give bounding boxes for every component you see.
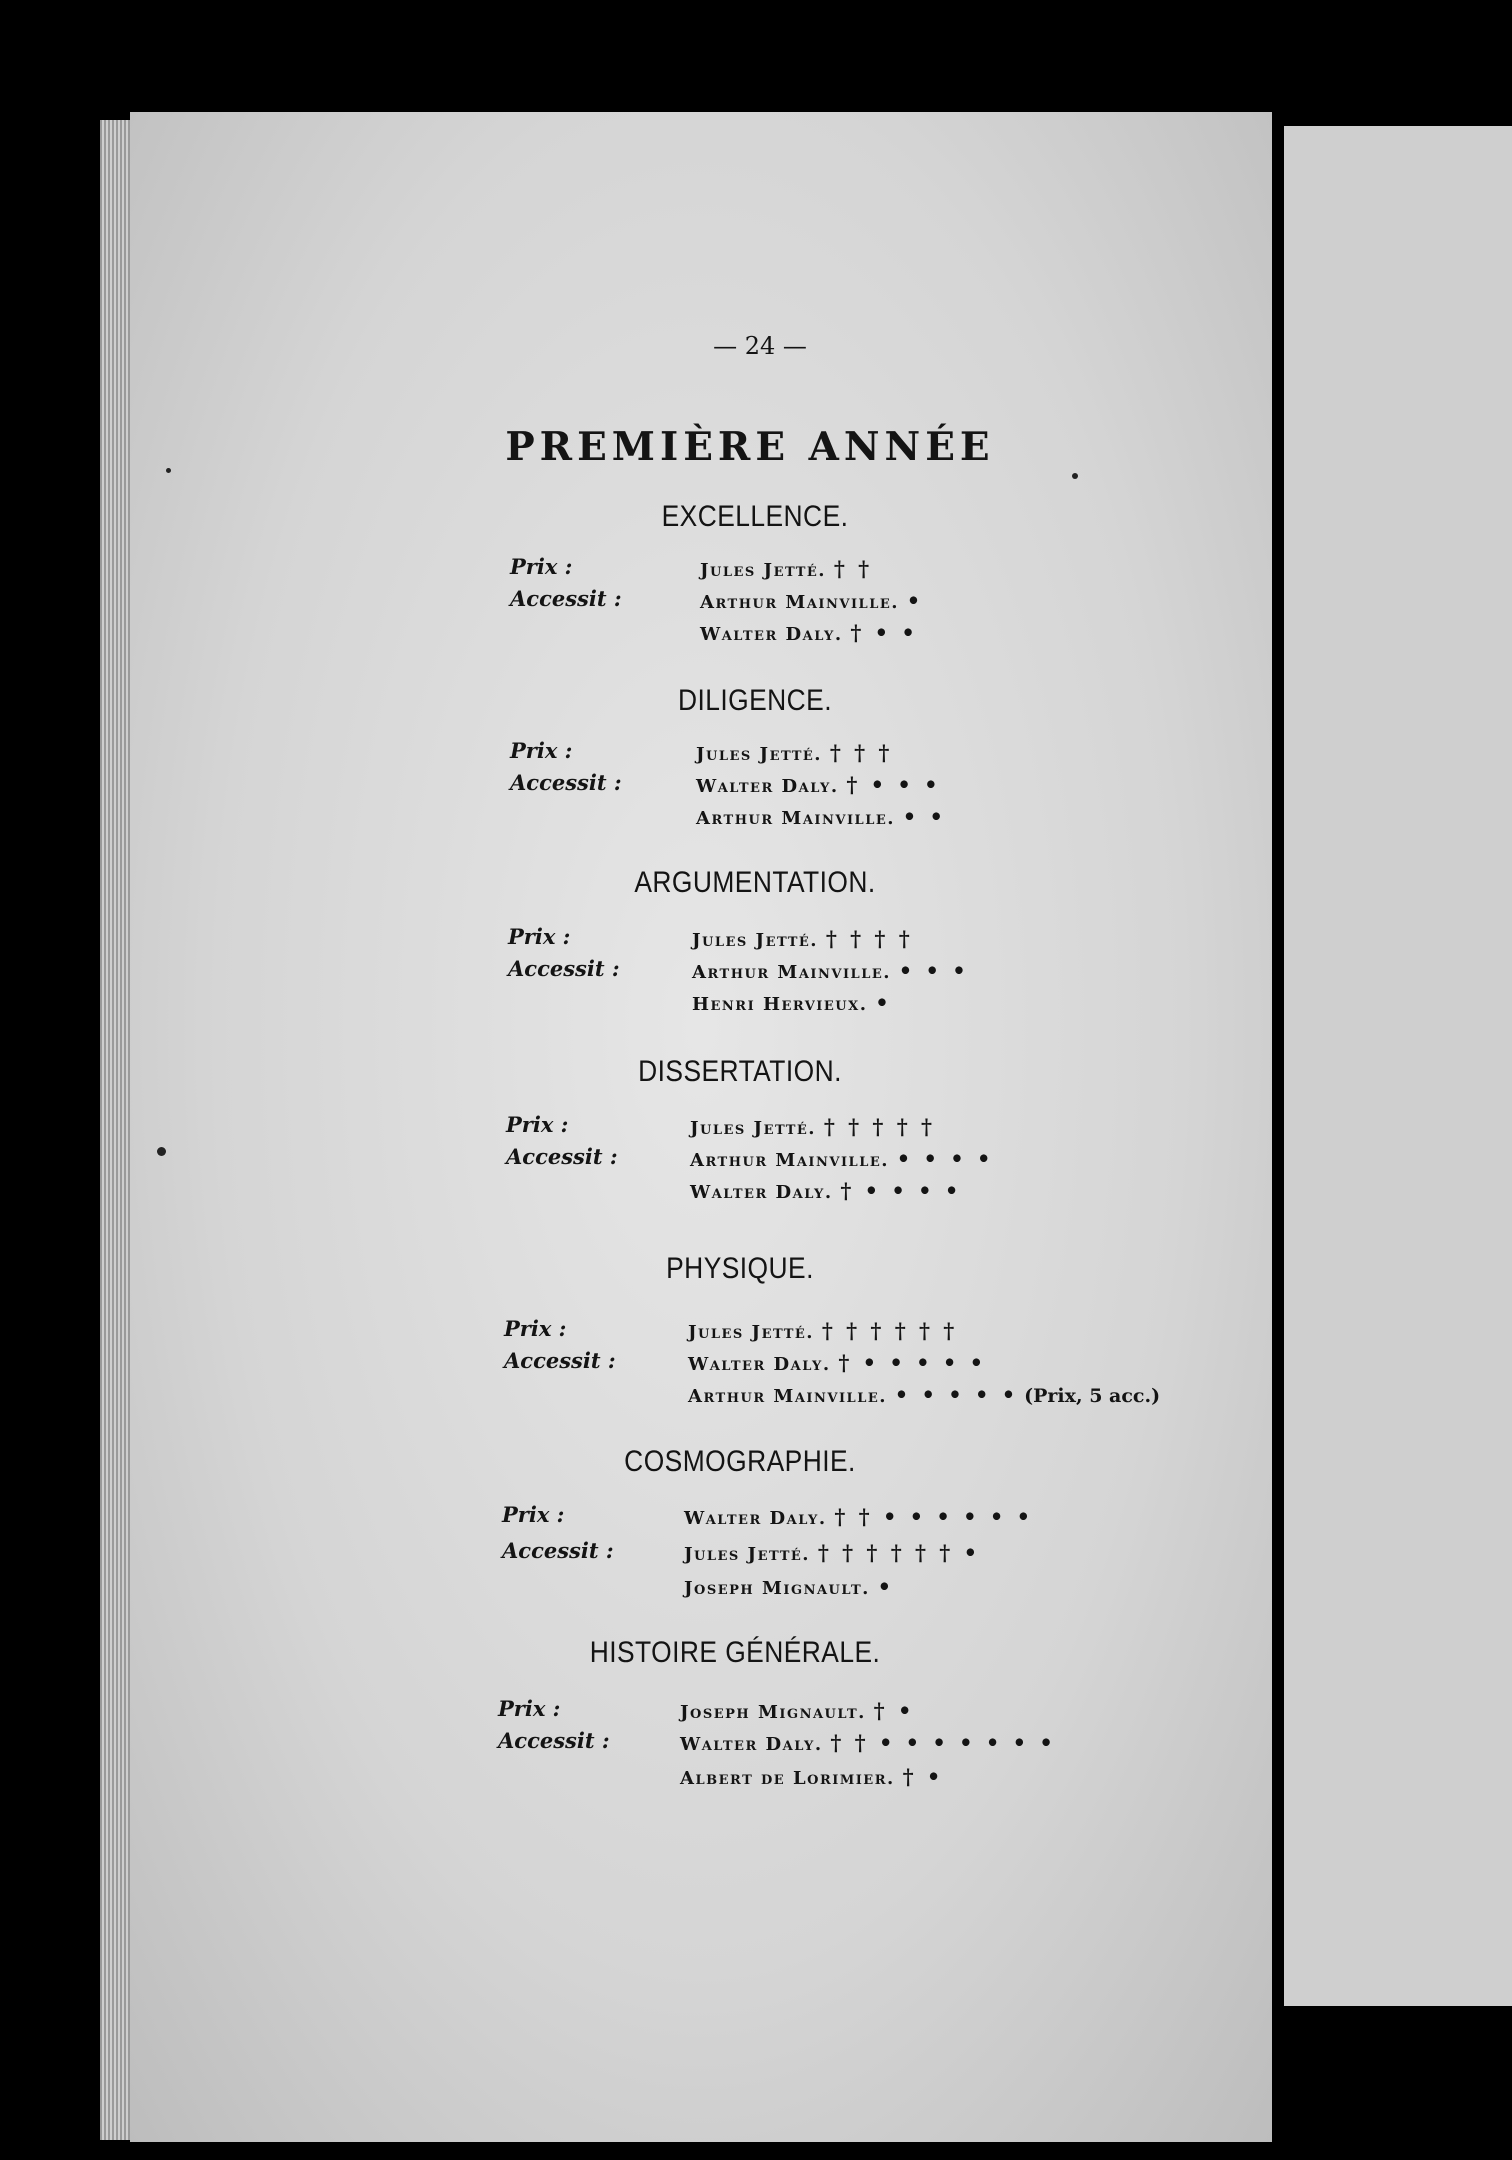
student-name: Arthur Mainville. <box>696 808 903 829</box>
winner-entry <box>692 926 913 951</box>
student-name: Jules Jetté. <box>692 930 826 951</box>
award-marks: † • • <box>850 620 918 645</box>
prize-label: Prix : <box>498 1696 561 1721</box>
student-name: Jules Jetté. <box>688 1322 822 1343</box>
winner-entry <box>688 1350 986 1375</box>
student-name: Albert de Lorimier. <box>680 1768 903 1789</box>
award-note: (Prix, 5 acc.) <box>1024 1385 1161 1407</box>
winner-entry <box>700 620 918 645</box>
award-marks: • <box>906 588 924 613</box>
winner-entry <box>690 1114 935 1139</box>
award-marks: † † † † <box>825 926 913 951</box>
winner-entry <box>700 556 872 581</box>
section-title: ARGUMENTATION. <box>634 866 876 899</box>
award-marks: • <box>875 990 892 1015</box>
page-title: PREMIÈRE ANNÉE <box>505 424 995 470</box>
award-marks: † † <box>833 556 873 581</box>
student-name: Arthur Mainville. <box>690 1150 897 1171</box>
accessit-label: Accessit : <box>508 956 620 981</box>
award-marks: † • • • <box>846 772 941 797</box>
winner-entry <box>684 1574 894 1599</box>
award-marks: • • • • • <box>894 1382 1019 1407</box>
prize-label: Prix : <box>508 924 571 949</box>
winner-entry <box>684 1504 1033 1529</box>
award-marks: † † † † † † <box>821 1318 958 1343</box>
student-name: Arthur Mainville. <box>688 1386 895 1407</box>
winner-entry <box>680 1730 1056 1755</box>
award-marks: • <box>877 1574 895 1599</box>
winner-entry <box>696 740 892 765</box>
award-marks: † • <box>902 1764 944 1789</box>
winner-entry <box>692 958 969 983</box>
accessit-label: Accessit : <box>506 1144 618 1169</box>
student-name: Walter Daly. <box>680 1734 831 1755</box>
student-name: Walter Daly. <box>696 776 847 797</box>
award-marks: • • • <box>898 958 969 983</box>
winner-entry <box>680 1698 914 1723</box>
winner-entry <box>692 990 892 1015</box>
facing-page <box>1284 126 1512 2006</box>
accessit-label: Accessit : <box>510 586 622 611</box>
accessit-label: Accessit : <box>502 1538 614 1563</box>
award-marks: † • • • • • <box>838 1350 987 1375</box>
winner-entry <box>680 1764 943 1789</box>
student-name: Joseph Mignault. <box>684 1578 878 1599</box>
winner-entry <box>684 1540 980 1565</box>
student-name: Jules Jetté. <box>684 1544 818 1565</box>
student-name: Jules Jetté. <box>700 560 834 581</box>
prize-label: Prix : <box>502 1502 565 1527</box>
winner-entry <box>700 588 923 613</box>
student-name: Joseph Mignault. <box>680 1702 874 1723</box>
prize-label: Prix : <box>510 554 573 579</box>
winner-entry <box>690 1178 961 1203</box>
winner-entry <box>688 1382 1160 1407</box>
winner-entry <box>690 1146 993 1171</box>
prize-label: Prix : <box>506 1112 569 1137</box>
student-name: Walter Daly. <box>690 1182 841 1203</box>
student-name: Arthur Mainville. <box>700 592 907 613</box>
section-title: COSMOGRAPHIE. <box>624 1445 856 1478</box>
section-title: PHYSIQUE. <box>666 1252 814 1285</box>
student-name: Walter Daly. <box>688 1354 839 1375</box>
ink-speck <box>166 468 171 473</box>
award-marks: † † • • • • • • <box>834 1504 1034 1529</box>
winner-entry <box>688 1318 957 1343</box>
section-title: DILIGENCE. <box>677 684 833 717</box>
ink-speck <box>157 1147 166 1156</box>
award-marks: † † † † † <box>823 1114 935 1139</box>
ink-speck <box>1072 473 1078 479</box>
student-name: Walter Daly. <box>700 624 851 645</box>
section-title: DISSERTATION. <box>638 1055 842 1088</box>
student-name: Henri Hervieux. <box>692 994 876 1015</box>
winner-entry <box>696 772 941 797</box>
prize-label: Prix : <box>504 1316 567 1341</box>
section-title: EXCELLENCE. <box>661 500 849 533</box>
section-title: HISTOIRE GÉNÉRALE. <box>589 1636 881 1669</box>
prize-label: Prix : <box>510 738 573 763</box>
award-marks: • • <box>902 804 946 829</box>
student-name: Walter Daly. <box>684 1508 835 1529</box>
student-name: Arthur Mainville. <box>692 962 899 983</box>
award-marks: † † • • • • • • • <box>830 1730 1056 1755</box>
winner-entry <box>696 804 946 829</box>
page-gutter <box>1272 112 1284 2160</box>
accessit-label: Accessit : <box>510 770 622 795</box>
award-marks: † • <box>873 1698 915 1723</box>
student-name: Jules Jetté. <box>696 744 830 765</box>
award-marks: † † † <box>829 740 893 765</box>
award-marks: † † † † † † • <box>817 1540 980 1565</box>
award-marks: • • • • <box>896 1146 994 1171</box>
accessit-label: Accessit : <box>498 1728 610 1753</box>
award-marks: † • • • • <box>840 1178 962 1203</box>
page-number: — 24 — <box>713 332 807 360</box>
student-name: Jules Jetté. <box>690 1118 824 1139</box>
accessit-label: Accessit : <box>504 1348 616 1373</box>
